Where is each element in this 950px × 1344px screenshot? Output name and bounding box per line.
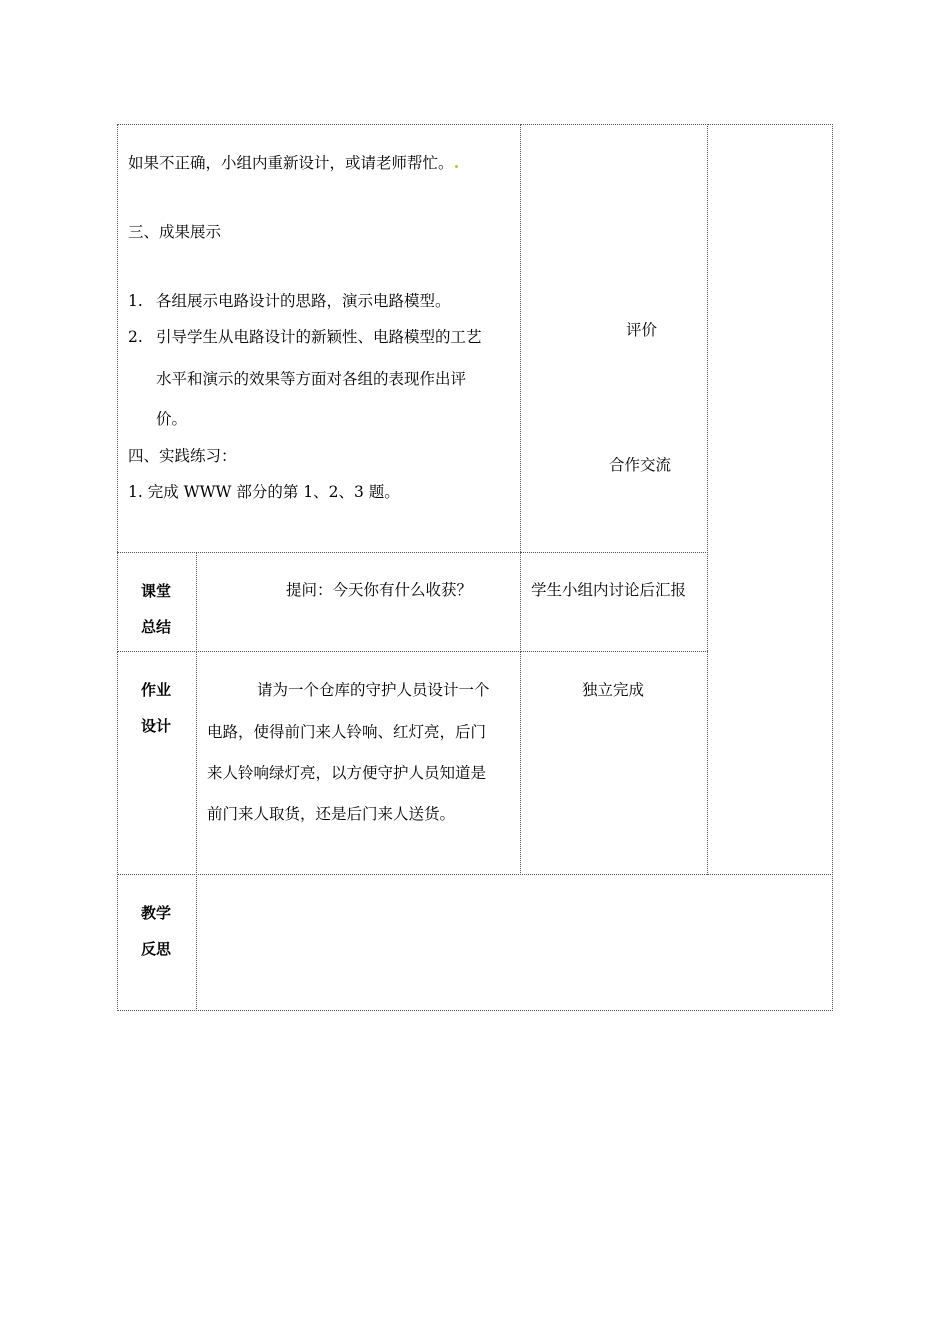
row1-activity-2: 合作交流 [609, 456, 672, 474]
row4-content-cell [196, 874, 833, 1011]
row1-line-8: 1. 完成 WWW 部分的第 1、2、3 题。 [128, 483, 400, 501]
row1-line-5: 水平和演示的效果等方面对各组的表现作出评 [156, 370, 467, 388]
row2-question: 提问：今天你有什么收获？ [286, 581, 473, 599]
row3-line-3: 来人铃响绿灯亮，以方便守护人员知道是 [207, 764, 487, 782]
row1-line-2: 三、成果展示 [128, 223, 222, 241]
row2-content-cell [196, 552, 521, 652]
row1-line-4-number: 2. [128, 328, 143, 346]
row1-line-3: 各组展示电路设计的思路，演示电路模型。 [156, 292, 451, 310]
row1-line-7: 四、实践练习： [128, 447, 237, 465]
row3-line-2: 电路，使得前门来人铃响、红灯亮，后门 [207, 723, 487, 741]
row3-label-2: 设计 [141, 717, 172, 735]
row1-line-3-number: 1. [128, 292, 143, 310]
row1-notes-cell [707, 124, 833, 875]
row1-line-4: 引导学生从电路设计的新颖性、电路模型的工艺 [156, 328, 482, 346]
row1-activity-cell [520, 124, 708, 552]
row1-line-1: 如果不正确，小组内重新设计，或请老师帮忙。 [128, 153, 459, 173]
row3-label-1: 作业 [141, 681, 172, 699]
row2-label-2: 总结 [141, 618, 172, 636]
row2-label-1: 课堂 [141, 582, 172, 600]
row2-activity: 学生小组内讨论后汇报 [531, 581, 687, 599]
row1-activity-1: 评价 [626, 321, 658, 339]
row2-label-cell [117, 552, 197, 652]
row3-activity: 独立完成 [582, 681, 645, 699]
row4-label-1: 教学 [141, 904, 172, 922]
row2-activity-cell [520, 552, 708, 652]
mark-dot [455, 165, 458, 168]
row4-label-2: 反思 [141, 940, 172, 958]
row1-line-6: 价。 [156, 410, 188, 428]
row3-line-1: 请为一个仓库的守护人员设计一个 [257, 681, 490, 699]
row3-line-4: 前门来人取货，还是后门来人送货。 [207, 805, 456, 823]
